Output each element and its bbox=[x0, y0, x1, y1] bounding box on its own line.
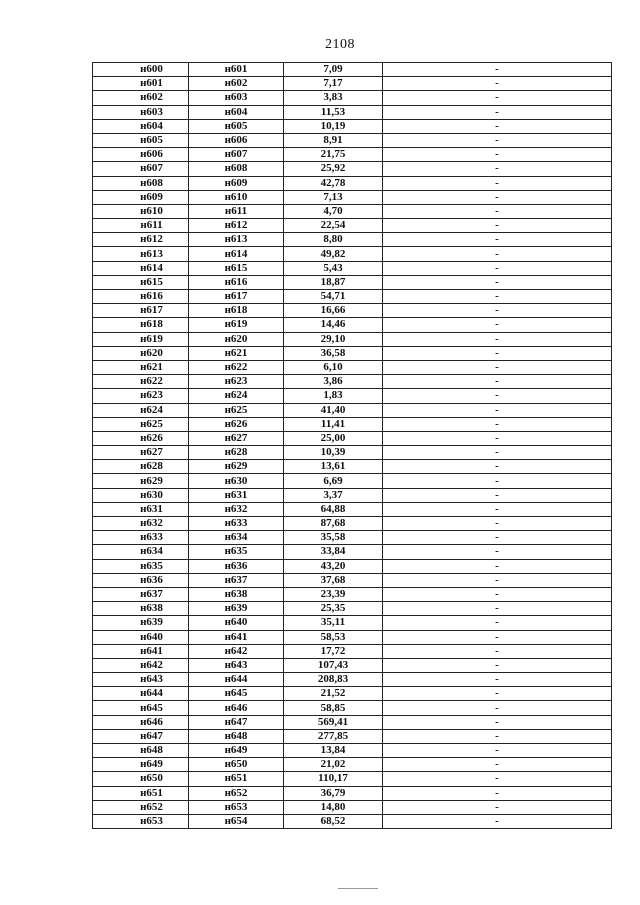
point-from-cell: н615 bbox=[93, 275, 189, 289]
point-from-cell: н653 bbox=[93, 814, 189, 828]
point-to-cell: н632 bbox=[189, 502, 284, 516]
note-cell: - bbox=[383, 162, 612, 176]
note-cell: - bbox=[383, 474, 612, 488]
distance-cell: 7,09 bbox=[284, 63, 383, 77]
point-to-cell: н624 bbox=[189, 389, 284, 403]
point-from-cell: н644 bbox=[93, 687, 189, 701]
note-cell: - bbox=[383, 431, 612, 445]
point-to-cell: н636 bbox=[189, 559, 284, 573]
point-to-cell: н640 bbox=[189, 616, 284, 630]
table-row bbox=[93, 261, 612, 275]
note-cell: - bbox=[383, 290, 612, 304]
point-from-cell: н600 bbox=[93, 63, 189, 77]
scan-mark bbox=[338, 888, 378, 889]
point-from-cell: н617 bbox=[93, 304, 189, 318]
page-number: 2108 bbox=[325, 37, 355, 52]
point-from-cell: н645 bbox=[93, 701, 189, 715]
table-row bbox=[93, 573, 612, 587]
table-body bbox=[93, 63, 612, 829]
point-from-cell: н625 bbox=[93, 417, 189, 431]
point-from-cell: н612 bbox=[93, 233, 189, 247]
note-cell: - bbox=[383, 417, 612, 431]
point-to-cell: н653 bbox=[189, 800, 284, 814]
point-to-cell: н641 bbox=[189, 630, 284, 644]
distance-cell: 8,91 bbox=[284, 133, 383, 147]
distance-cell: 569,41 bbox=[284, 715, 383, 729]
point-from-cell: н648 bbox=[93, 744, 189, 758]
point-from-cell: н632 bbox=[93, 517, 189, 531]
point-from-cell: н609 bbox=[93, 190, 189, 204]
distance-cell: 21,02 bbox=[284, 758, 383, 772]
point-from-cell: н651 bbox=[93, 786, 189, 800]
distance-cell: 21,75 bbox=[284, 148, 383, 162]
note-cell: - bbox=[383, 786, 612, 800]
distance-cell: 13,61 bbox=[284, 460, 383, 474]
table-row bbox=[93, 474, 612, 488]
note-cell: - bbox=[383, 744, 612, 758]
point-from-cell: н634 bbox=[93, 545, 189, 559]
distance-cell: 8,80 bbox=[284, 233, 383, 247]
table-row bbox=[93, 687, 612, 701]
point-to-cell: н642 bbox=[189, 644, 284, 658]
point-to-cell: н629 bbox=[189, 460, 284, 474]
table-row bbox=[93, 190, 612, 204]
distance-cell: 14,80 bbox=[284, 800, 383, 814]
distance-cell: 35,58 bbox=[284, 531, 383, 545]
table-row bbox=[93, 772, 612, 786]
table-row bbox=[93, 389, 612, 403]
note-cell: - bbox=[383, 573, 612, 587]
point-to-cell: н619 bbox=[189, 318, 284, 332]
distance-cell: 64,88 bbox=[284, 502, 383, 516]
distance-cell: 107,43 bbox=[284, 658, 383, 672]
note-cell: - bbox=[383, 403, 612, 417]
table-row bbox=[93, 744, 612, 758]
table-row bbox=[93, 446, 612, 460]
table-row bbox=[93, 332, 612, 346]
point-to-cell: н625 bbox=[189, 403, 284, 417]
note-cell: - bbox=[383, 772, 612, 786]
distance-cell: 7,17 bbox=[284, 77, 383, 91]
point-to-cell: н618 bbox=[189, 304, 284, 318]
table-row bbox=[93, 105, 612, 119]
note-cell: - bbox=[383, 219, 612, 233]
point-from-cell: н652 bbox=[93, 800, 189, 814]
note-cell: - bbox=[383, 332, 612, 346]
point-to-cell: н630 bbox=[189, 474, 284, 488]
point-to-cell: н643 bbox=[189, 658, 284, 672]
point-to-cell: н614 bbox=[189, 247, 284, 261]
point-from-cell: н610 bbox=[93, 204, 189, 218]
point-to-cell: н627 bbox=[189, 431, 284, 445]
point-from-cell: н616 bbox=[93, 290, 189, 304]
point-to-cell: н604 bbox=[189, 105, 284, 119]
distance-cell: 36,79 bbox=[284, 786, 383, 800]
distance-cell: 11,53 bbox=[284, 105, 383, 119]
point-to-cell: н617 bbox=[189, 290, 284, 304]
note-cell: - bbox=[383, 488, 612, 502]
point-to-cell: н638 bbox=[189, 587, 284, 601]
distance-cell: 22,54 bbox=[284, 219, 383, 233]
table-row bbox=[93, 715, 612, 729]
point-from-cell: н603 bbox=[93, 105, 189, 119]
note-cell: - bbox=[383, 389, 612, 403]
point-to-cell: н601 bbox=[189, 63, 284, 77]
point-from-cell: н635 bbox=[93, 559, 189, 573]
point-to-cell: н639 bbox=[189, 602, 284, 616]
note-cell: - bbox=[383, 91, 612, 105]
note-cell: - bbox=[383, 63, 612, 77]
point-from-cell: н623 bbox=[93, 389, 189, 403]
note-cell: - bbox=[383, 758, 612, 772]
point-to-cell: н613 bbox=[189, 233, 284, 247]
point-to-cell: н626 bbox=[189, 417, 284, 431]
table-row bbox=[93, 247, 612, 261]
point-to-cell: н628 bbox=[189, 446, 284, 460]
table-row bbox=[93, 786, 612, 800]
distance-cell: 6,10 bbox=[284, 360, 383, 374]
point-to-cell: н637 bbox=[189, 573, 284, 587]
boundary-segments-table bbox=[92, 62, 612, 829]
distance-cell: 25,92 bbox=[284, 162, 383, 176]
note-cell: - bbox=[383, 701, 612, 715]
table-row bbox=[93, 91, 612, 105]
point-from-cell: н636 bbox=[93, 573, 189, 587]
note-cell: - bbox=[383, 261, 612, 275]
table-row bbox=[93, 233, 612, 247]
point-from-cell: н637 bbox=[93, 587, 189, 601]
table-row bbox=[93, 133, 612, 147]
point-to-cell: н654 bbox=[189, 814, 284, 828]
point-to-cell: н605 bbox=[189, 119, 284, 133]
distance-cell: 29,10 bbox=[284, 332, 383, 346]
table-row bbox=[93, 545, 612, 559]
distance-cell: 87,68 bbox=[284, 517, 383, 531]
distance-cell: 25,35 bbox=[284, 602, 383, 616]
point-to-cell: н620 bbox=[189, 332, 284, 346]
note-cell: - bbox=[383, 559, 612, 573]
point-from-cell: н628 bbox=[93, 460, 189, 474]
point-from-cell: н605 bbox=[93, 133, 189, 147]
table-row bbox=[93, 729, 612, 743]
note-cell: - bbox=[383, 715, 612, 729]
distance-cell: 33,84 bbox=[284, 545, 383, 559]
distance-cell: 13,84 bbox=[284, 744, 383, 758]
distance-cell: 110,17 bbox=[284, 772, 383, 786]
note-cell: - bbox=[383, 190, 612, 204]
distance-cell: 11,41 bbox=[284, 417, 383, 431]
distance-cell: 49,82 bbox=[284, 247, 383, 261]
point-to-cell: н650 bbox=[189, 758, 284, 772]
point-from-cell: н638 bbox=[93, 602, 189, 616]
distance-cell: 58,53 bbox=[284, 630, 383, 644]
table-row bbox=[93, 630, 612, 644]
point-from-cell: н650 bbox=[93, 772, 189, 786]
distance-cell: 16,66 bbox=[284, 304, 383, 318]
point-from-cell: н606 bbox=[93, 148, 189, 162]
distance-cell: 41,40 bbox=[284, 403, 383, 417]
note-cell: - bbox=[383, 587, 612, 601]
point-from-cell: н639 bbox=[93, 616, 189, 630]
note-cell: - bbox=[383, 133, 612, 147]
note-cell: - bbox=[383, 318, 612, 332]
table-row bbox=[93, 488, 612, 502]
point-from-cell: н607 bbox=[93, 162, 189, 176]
note-cell: - bbox=[383, 687, 612, 701]
point-from-cell: н641 bbox=[93, 644, 189, 658]
table-row bbox=[93, 204, 612, 218]
distance-cell: 36,58 bbox=[284, 346, 383, 360]
distance-cell: 3,37 bbox=[284, 488, 383, 502]
point-to-cell: н623 bbox=[189, 375, 284, 389]
note-cell: - bbox=[383, 204, 612, 218]
point-to-cell: н609 bbox=[189, 176, 284, 190]
point-from-cell: н642 bbox=[93, 658, 189, 672]
table-row bbox=[93, 673, 612, 687]
point-from-cell: н614 bbox=[93, 261, 189, 275]
point-from-cell: н631 bbox=[93, 502, 189, 516]
point-to-cell: н635 bbox=[189, 545, 284, 559]
distance-cell: 1,83 bbox=[284, 389, 383, 403]
distance-cell: 37,68 bbox=[284, 573, 383, 587]
note-cell: - bbox=[383, 644, 612, 658]
note-cell: - bbox=[383, 176, 612, 190]
point-from-cell: н618 bbox=[93, 318, 189, 332]
distance-cell: 3,83 bbox=[284, 91, 383, 105]
table-row bbox=[93, 658, 612, 672]
point-to-cell: н608 bbox=[189, 162, 284, 176]
distance-cell: 23,39 bbox=[284, 587, 383, 601]
point-to-cell: н606 bbox=[189, 133, 284, 147]
point-to-cell: н615 bbox=[189, 261, 284, 275]
table-row bbox=[93, 318, 612, 332]
table-row bbox=[93, 219, 612, 233]
table-row bbox=[93, 616, 612, 630]
note-cell: - bbox=[383, 275, 612, 289]
note-cell: - bbox=[383, 247, 612, 261]
point-to-cell: н647 bbox=[189, 715, 284, 729]
note-cell: - bbox=[383, 360, 612, 374]
point-from-cell: н613 bbox=[93, 247, 189, 261]
note-cell: - bbox=[383, 304, 612, 318]
point-to-cell: н616 bbox=[189, 275, 284, 289]
note-cell: - bbox=[383, 729, 612, 743]
note-cell: - bbox=[383, 148, 612, 162]
note-cell: - bbox=[383, 602, 612, 616]
point-from-cell: н622 bbox=[93, 375, 189, 389]
note-cell: - bbox=[383, 446, 612, 460]
distance-cell: 68,52 bbox=[284, 814, 383, 828]
distance-cell: 35,11 bbox=[284, 616, 383, 630]
point-from-cell: н646 bbox=[93, 715, 189, 729]
table-row bbox=[93, 375, 612, 389]
table-row bbox=[93, 77, 612, 91]
distance-cell: 14,46 bbox=[284, 318, 383, 332]
note-cell: - bbox=[383, 531, 612, 545]
point-to-cell: н631 bbox=[189, 488, 284, 502]
table-row bbox=[93, 460, 612, 474]
note-cell: - bbox=[383, 673, 612, 687]
table-row bbox=[93, 814, 612, 828]
point-from-cell: н624 bbox=[93, 403, 189, 417]
point-from-cell: н630 bbox=[93, 488, 189, 502]
distance-cell: 6,69 bbox=[284, 474, 383, 488]
table-row bbox=[93, 587, 612, 601]
point-from-cell: н601 bbox=[93, 77, 189, 91]
table-row bbox=[93, 148, 612, 162]
point-from-cell: н627 bbox=[93, 446, 189, 460]
point-from-cell: н647 bbox=[93, 729, 189, 743]
distance-cell: 25,00 bbox=[284, 431, 383, 445]
table-row bbox=[93, 304, 612, 318]
note-cell: - bbox=[383, 460, 612, 474]
distance-cell: 18,87 bbox=[284, 275, 383, 289]
table-row bbox=[93, 602, 612, 616]
table-row bbox=[93, 162, 612, 176]
distance-cell: 4,70 bbox=[284, 204, 383, 218]
distance-cell: 17,72 bbox=[284, 644, 383, 658]
table-row bbox=[93, 502, 612, 516]
distance-cell: 5,43 bbox=[284, 261, 383, 275]
table-row bbox=[93, 275, 612, 289]
note-cell: - bbox=[383, 346, 612, 360]
point-to-cell: н622 bbox=[189, 360, 284, 374]
point-to-cell: н612 bbox=[189, 219, 284, 233]
table-row bbox=[93, 119, 612, 133]
note-cell: - bbox=[383, 105, 612, 119]
point-from-cell: н604 bbox=[93, 119, 189, 133]
table-row bbox=[93, 290, 612, 304]
table-row bbox=[93, 701, 612, 715]
point-to-cell: н607 bbox=[189, 148, 284, 162]
point-to-cell: н602 bbox=[189, 77, 284, 91]
point-to-cell: н610 bbox=[189, 190, 284, 204]
point-to-cell: н611 bbox=[189, 204, 284, 218]
distance-cell: 3,86 bbox=[284, 375, 383, 389]
point-from-cell: н621 bbox=[93, 360, 189, 374]
point-to-cell: н645 bbox=[189, 687, 284, 701]
point-from-cell: н620 bbox=[93, 346, 189, 360]
note-cell: - bbox=[383, 119, 612, 133]
point-to-cell: н649 bbox=[189, 744, 284, 758]
distance-cell: 21,52 bbox=[284, 687, 383, 701]
note-cell: - bbox=[383, 800, 612, 814]
note-cell: - bbox=[383, 814, 612, 828]
distance-cell: 277,85 bbox=[284, 729, 383, 743]
point-from-cell: н640 bbox=[93, 630, 189, 644]
note-cell: - bbox=[383, 630, 612, 644]
table-row bbox=[93, 559, 612, 573]
point-to-cell: н621 bbox=[189, 346, 284, 360]
point-to-cell: н633 bbox=[189, 517, 284, 531]
distance-cell: 10,19 bbox=[284, 119, 383, 133]
distance-cell: 208,83 bbox=[284, 673, 383, 687]
note-cell: - bbox=[383, 545, 612, 559]
point-from-cell: н602 bbox=[93, 91, 189, 105]
point-from-cell: н629 bbox=[93, 474, 189, 488]
table-row bbox=[93, 531, 612, 545]
point-from-cell: н608 bbox=[93, 176, 189, 190]
table-row bbox=[93, 63, 612, 77]
table-row bbox=[93, 517, 612, 531]
note-cell: - bbox=[383, 233, 612, 247]
table-row bbox=[93, 346, 612, 360]
table-row bbox=[93, 431, 612, 445]
distance-cell: 54,71 bbox=[284, 290, 383, 304]
point-from-cell: н633 bbox=[93, 531, 189, 545]
table-row bbox=[93, 644, 612, 658]
table-row bbox=[93, 403, 612, 417]
point-to-cell: н648 bbox=[189, 729, 284, 743]
table-row bbox=[93, 800, 612, 814]
point-from-cell: н643 bbox=[93, 673, 189, 687]
table-row bbox=[93, 417, 612, 431]
point-from-cell: н611 bbox=[93, 219, 189, 233]
note-cell: - bbox=[383, 375, 612, 389]
point-to-cell: н652 bbox=[189, 786, 284, 800]
point-to-cell: н634 bbox=[189, 531, 284, 545]
point-from-cell: н649 bbox=[93, 758, 189, 772]
distance-cell: 58,85 bbox=[284, 701, 383, 715]
note-cell: - bbox=[383, 517, 612, 531]
distance-cell: 10,39 bbox=[284, 446, 383, 460]
table-row bbox=[93, 176, 612, 190]
note-cell: - bbox=[383, 616, 612, 630]
point-to-cell: н646 bbox=[189, 701, 284, 715]
point-from-cell: н619 bbox=[93, 332, 189, 346]
point-to-cell: н644 bbox=[189, 673, 284, 687]
note-cell: - bbox=[383, 502, 612, 516]
distance-cell: 7,13 bbox=[284, 190, 383, 204]
distance-cell: 43,20 bbox=[284, 559, 383, 573]
table-row bbox=[93, 360, 612, 374]
distance-cell: 42,78 bbox=[284, 176, 383, 190]
point-from-cell: н626 bbox=[93, 431, 189, 445]
table-row bbox=[93, 758, 612, 772]
note-cell: - bbox=[383, 658, 612, 672]
point-to-cell: н603 bbox=[189, 91, 284, 105]
note-cell: - bbox=[383, 77, 612, 91]
point-to-cell: н651 bbox=[189, 772, 284, 786]
